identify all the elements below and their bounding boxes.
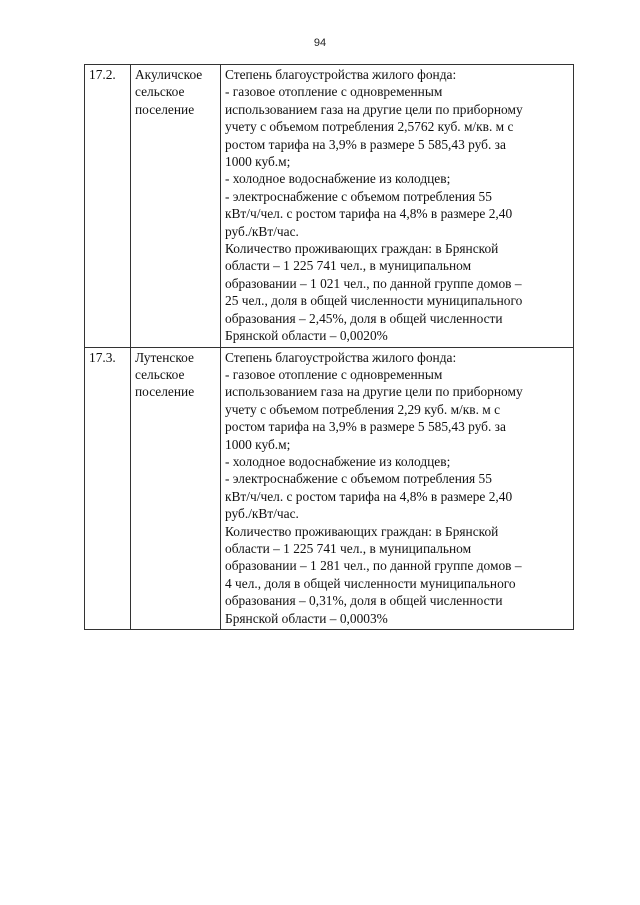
row-number-cell xyxy=(85,347,131,630)
text-line: поселение xyxy=(135,384,195,400)
text-line: 4 чел., доля в общей численности муниципального xyxy=(225,575,516,591)
text-line: 1000 куб.м; xyxy=(225,436,291,452)
text-line: образовании – 1 281 чел., по данной группе домов – xyxy=(225,558,522,574)
text-line: Акуличское xyxy=(135,67,203,82)
text-line: сельское xyxy=(135,366,185,382)
text-line: - электроснабжение с объемом потребления 55 xyxy=(225,471,492,487)
text-line: использованием газа на другие цели по приборному xyxy=(225,384,523,400)
text-line: руб./кВт/час. xyxy=(225,506,299,522)
text-line: - холодное водоснабжение из колодцев; xyxy=(225,453,451,469)
table-row xyxy=(85,65,574,348)
text-line: - газовое отопление с одновременным xyxy=(225,366,443,382)
settlement-name-cell xyxy=(131,65,221,348)
settlements-table xyxy=(84,64,574,630)
text-line: - газовое отопление с одновременным xyxy=(225,84,443,100)
settlement-name-cell xyxy=(131,347,221,630)
text-line: 1000 куб.м; xyxy=(225,154,291,170)
text-line: руб./кВт/час. xyxy=(225,223,299,239)
text-line: ростом тарифа на 3,9% в размере 5 585,43 руб. за xyxy=(225,136,506,152)
text-line: сельское xyxy=(135,84,185,100)
table-body xyxy=(85,65,574,630)
description-cell xyxy=(221,65,574,348)
text-line: кВт/ч/чел. с ростом тарифа на 4,8% в размере 2,40 xyxy=(225,488,513,504)
text-line: ростом тарифа на 3,9% в размере 5 585,43 руб. за xyxy=(225,419,506,435)
text-line: 25 чел., доля в общей численности муниципального xyxy=(225,293,523,309)
text-line: - электроснабжение с объемом потребления 55 xyxy=(225,188,492,204)
text-line: области – 1 225 741 чел., в муниципальном xyxy=(225,258,472,274)
text-line: Брянской области – 0,0020% xyxy=(225,328,388,344)
page-number: 94 xyxy=(313,37,327,49)
description-cell xyxy=(221,347,574,630)
text-line: поселение xyxy=(135,101,195,117)
text-line: образовании – 1 021 чел., по данной группе домов – xyxy=(225,275,522,291)
text-line: Степень благоустройства жилого фонда: xyxy=(225,349,457,365)
text-line: Лутенское xyxy=(135,349,194,365)
text-line: учету с объемом потребления 2,29 куб. м/кв. м с xyxy=(225,401,501,417)
text-line: использованием газа на другие цели по приборному xyxy=(225,101,523,117)
text-line: области – 1 225 741 чел., в муниципальном xyxy=(225,540,472,556)
row-number-cell xyxy=(85,65,131,348)
text-line: Степень благоустройства жилого фонда: xyxy=(225,67,457,82)
text-line: образования – 0,31%, доля в общей численности xyxy=(225,593,503,609)
row-number: 17.2. xyxy=(89,67,116,82)
text-line: кВт/ч/чел. с ростом тарифа на 4,8% в размере 2,40 xyxy=(225,206,513,222)
text-line: - холодное водоснабжение из колодцев; xyxy=(225,171,451,187)
text-line: Количество проживающих граждан: в Брянской xyxy=(225,523,499,539)
text-line: образования – 2,45%, доля в общей численности xyxy=(225,310,503,326)
text-line: учету с объемом потребления 2,5762 куб. м/кв. м с xyxy=(225,119,514,135)
text-line: Количество проживающих граждан: в Брянской xyxy=(225,241,499,257)
text-line: Брянской области – 0,0003% xyxy=(225,610,388,626)
table-row xyxy=(85,347,574,630)
row-number: 17.3. xyxy=(89,349,116,365)
